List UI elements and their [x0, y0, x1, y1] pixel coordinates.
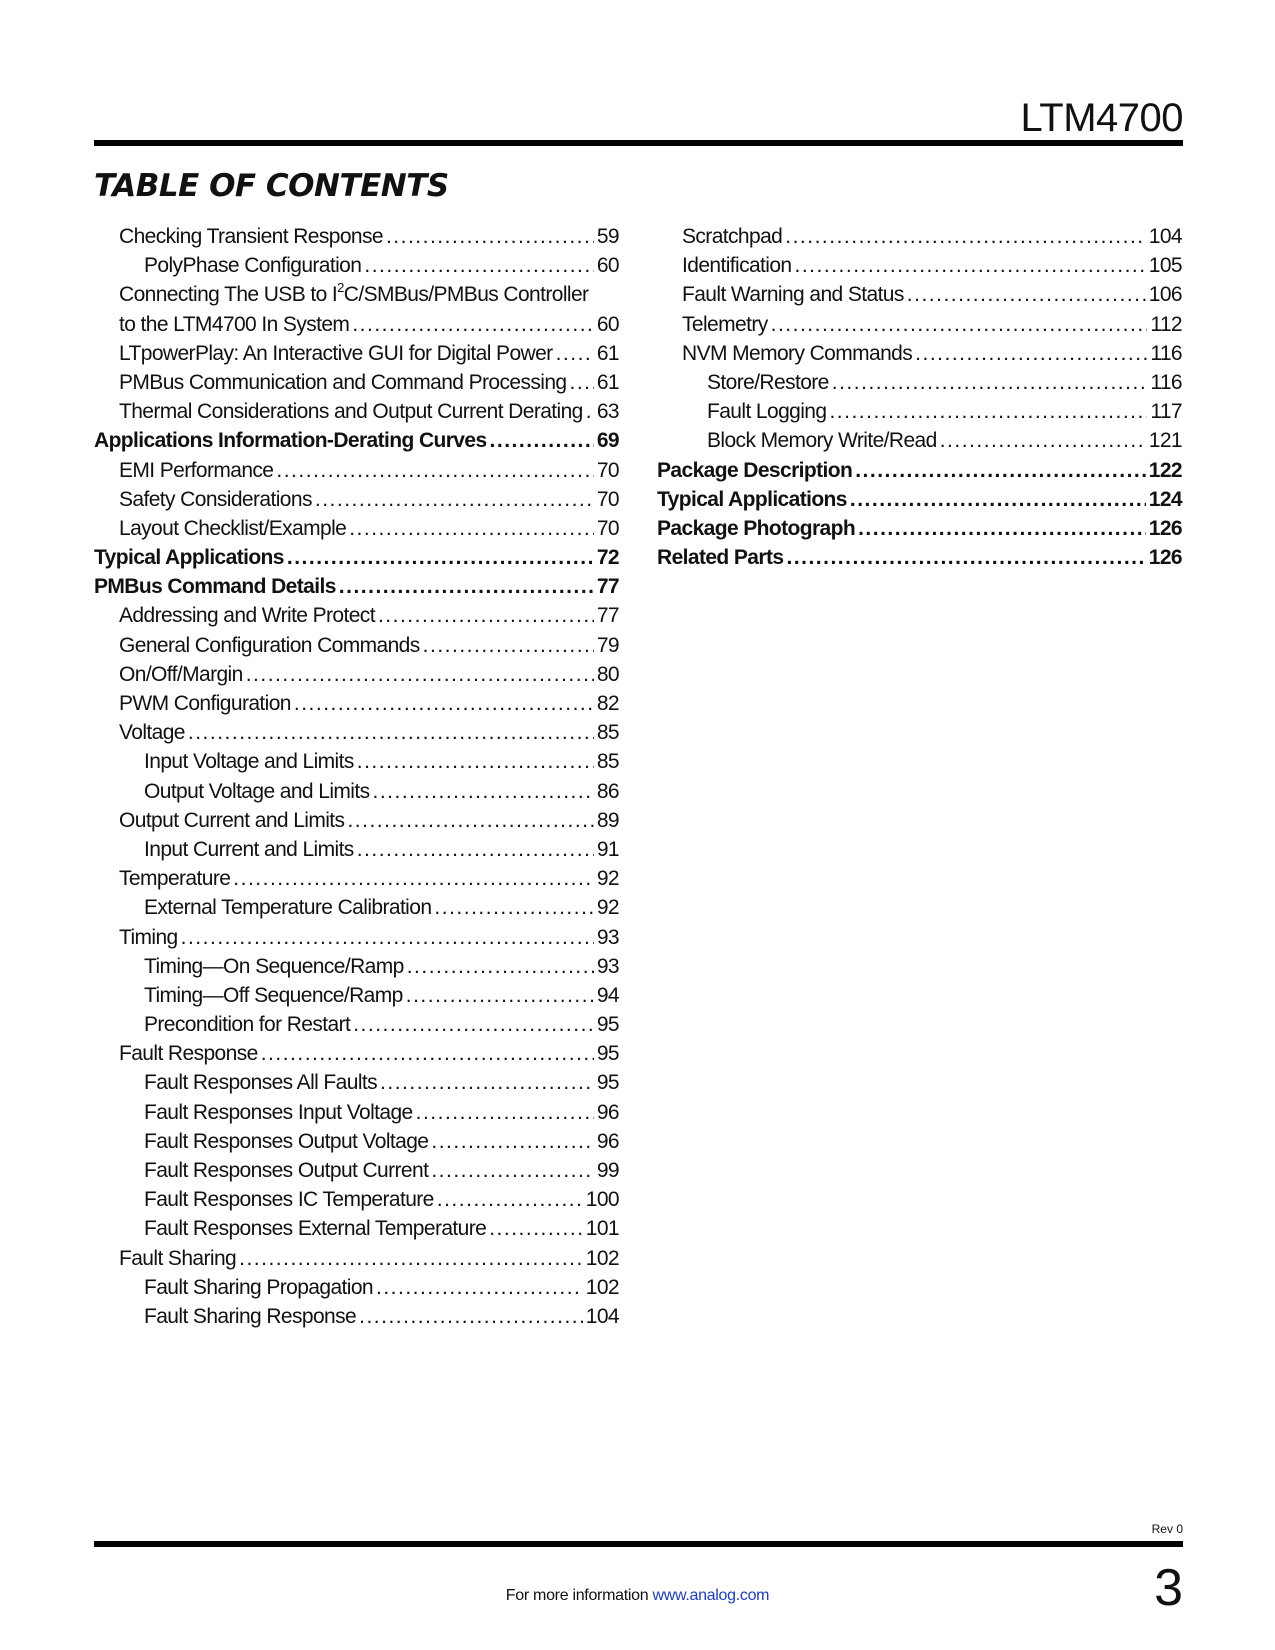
toc-entry[interactable] [94, 456, 619, 485]
toc-entry-page: 82 [596, 692, 619, 715]
toc-section[interactable] [94, 426, 619, 455]
toc-entry[interactable] [657, 339, 1182, 368]
toc-section[interactable] [657, 514, 1182, 543]
toc-entry-label: Fault Responses Output Current [144, 1159, 429, 1182]
toc-section-page: 77 [596, 575, 619, 599]
toc-entry[interactable] [94, 514, 619, 543]
toc-entry-page: 95 [596, 1042, 619, 1066]
toc-section[interactable] [94, 543, 619, 572]
toc-entry[interactable] [94, 1244, 619, 1273]
toc-entry-label: Scratchpad [682, 225, 783, 248]
toc-entry-label: Layout Checklist/Example [119, 516, 347, 540]
toc-section-page: 126 [1148, 516, 1182, 540]
toc-entry-label: PWM Configuration [119, 692, 291, 715]
leader-dots [339, 572, 594, 601]
toc-entry-page: 60 [596, 312, 619, 336]
part-number: LTM4700 [1020, 96, 1183, 140]
leader-dots [434, 893, 593, 922]
top-rule [94, 140, 1183, 146]
toc-entry[interactable] [94, 1273, 619, 1302]
leader-dots [294, 689, 594, 718]
leader-dots [181, 923, 594, 952]
toc-section-label: PMBus Command Details [94, 575, 336, 599]
footer-more-info: For more information [505, 1587, 649, 1604]
toc-entry-label: Precondition for Restart [144, 1013, 351, 1037]
toc-entry[interactable] [94, 222, 619, 251]
leader-dots [357, 747, 594, 776]
toc-entry-label: Input Voltage and Limits [144, 750, 354, 774]
toc-entry[interactable] [657, 222, 1182, 251]
toc-right-column [657, 222, 1182, 572]
toc-entry-label: Fault Responses External Temperature [144, 1217, 487, 1241]
toc-entry-label: Timing [119, 925, 178, 949]
toc-entry-page: 80 [596, 662, 619, 686]
toc-entry-label: Telemetry [682, 312, 768, 336]
toc-entry-label: Fault Logging [707, 400, 827, 424]
toc-entry-label: Timing—Off Sequence/Ramp [144, 983, 403, 1007]
toc-section-label: Package Description [657, 458, 853, 482]
toc-entry-page: 100 [585, 1188, 619, 1212]
toc-section-page: 124 [1148, 487, 1182, 511]
toc-entry-page: 93 [596, 954, 619, 978]
toc-section-label: Applications Information-Derating Curves [94, 429, 487, 453]
toc-entry-page: 101 [585, 1217, 619, 1241]
toc-entry-page: 86 [596, 779, 619, 803]
toc-section-label: Package Photograph [657, 516, 856, 540]
leader-dots [276, 456, 593, 485]
toc-entry-label: External Temperature Calibration [144, 896, 432, 920]
toc-entry-label: Fault Sharing [119, 1246, 237, 1270]
leader-dots [364, 251, 593, 280]
toc-entry-label: Timing—On Sequence/Ramp [144, 954, 404, 978]
toc-entry-label: Output Voltage and Limits [144, 779, 370, 803]
toc-entry-label: Identification [682, 254, 792, 278]
toc-entry-page: 91 [596, 837, 619, 861]
toc-entry-page: 89 [596, 808, 619, 832]
leader-dots [188, 718, 594, 747]
leader-dots [855, 456, 1146, 485]
toc-entry[interactable] [94, 952, 619, 981]
leader-dots [349, 514, 594, 543]
leader-dots [858, 514, 1146, 543]
toc-section-page: 69 [596, 429, 619, 453]
leader-dots [832, 368, 1148, 397]
toc-entry[interactable] [94, 689, 619, 718]
toc-entry-page: 96 [596, 1129, 619, 1153]
toc-entry-page: 70 [596, 458, 619, 482]
toc-entry[interactable] [94, 1214, 619, 1243]
leader-dots [786, 543, 1145, 572]
leader-dots [437, 1185, 583, 1214]
leader-dots [556, 339, 594, 368]
toc-entry-page: 117 [1150, 400, 1182, 424]
toc-entry-page: 105 [1148, 254, 1182, 278]
toc-entry-page: 102 [585, 1246, 619, 1270]
toc-entry-page: 92 [596, 896, 619, 920]
leader-dots [940, 426, 1146, 455]
toc-entry-page: 95 [596, 1013, 619, 1037]
toc-entry-label: Fault Responses All Faults [144, 1071, 378, 1095]
toc-entry-label: Temperature [119, 867, 231, 891]
toc-entry[interactable] [94, 1068, 619, 1097]
toc-section[interactable] [657, 456, 1182, 485]
toc-entry[interactable] [657, 310, 1182, 339]
leader-dots [357, 835, 594, 864]
toc-entry[interactable] [94, 1127, 619, 1156]
leader-dots [347, 806, 593, 835]
toc-entry-label: Fault Warning and Status [682, 283, 904, 307]
toc-entry[interactable] [94, 601, 619, 630]
toc-entry-label: PMBus Communication and Command Processing [119, 370, 567, 394]
toc-entry-page: 96 [596, 1100, 619, 1124]
leader-dots [246, 660, 594, 689]
toc-entry-page: 93 [596, 925, 619, 949]
toc-entry-page: 95 [596, 1071, 619, 1095]
leader-dots [373, 777, 594, 806]
toc-entry-label: Thermal Considerations and Output Current Derating [119, 400, 583, 424]
toc-entry[interactable] [94, 923, 619, 952]
toc-entry-page: 85 [596, 750, 619, 774]
toc-entry-label: Fault Responses IC Temperature [144, 1188, 434, 1212]
leader-dots [490, 426, 594, 455]
toc-section[interactable] [94, 572, 619, 601]
toc-entry-page: 104 [1148, 225, 1182, 248]
toc-entry-label: PolyPhase Configuration [144, 254, 362, 278]
toc-entry-label: Fault Responses Input Voltage [144, 1100, 413, 1124]
toc-entry-label: Input Current and Limits [144, 837, 354, 861]
toc-entry[interactable] [657, 368, 1182, 397]
leader-dots [261, 1039, 594, 1068]
toc-entry-page: 106 [1148, 283, 1182, 307]
leader-dots [586, 397, 594, 426]
toc-entry-page: 61 [596, 370, 619, 394]
toc-entry-page: 104 [585, 1304, 619, 1328]
toc-entry[interactable] [94, 1302, 619, 1331]
toc-entry-label: Fault Sharing Propagation [144, 1275, 373, 1299]
page-title: TABLE OF CONTENTS [94, 168, 449, 204]
leader-dots [353, 1010, 594, 1039]
toc-entry-page: 99 [596, 1159, 619, 1182]
toc-section-label: Related Parts [657, 546, 784, 570]
toc-entry-page: 59 [596, 225, 619, 248]
leader-dots [570, 368, 594, 397]
usb-text-a: Connecting The USB to I [119, 283, 338, 307]
toc-entry-page: 116 [1150, 370, 1182, 394]
leader-dots [239, 1244, 583, 1273]
footer-info [0, 1587, 1275, 1605]
toc-entry-label: Output Current and Limits [119, 808, 345, 832]
toc-entry[interactable] [94, 893, 619, 922]
toc-entry-page: 63 [596, 400, 619, 424]
toc-entry-label: Fault Responses Output Voltage [144, 1129, 429, 1153]
leader-dots [359, 1302, 583, 1331]
toc-entry-page: 102 [585, 1275, 619, 1299]
toc-entry-usb-line1[interactable] [94, 280, 619, 309]
leader-dots [850, 485, 1146, 514]
toc-entry-page: 77 [596, 604, 619, 628]
leader-dots [431, 1156, 594, 1185]
toc-entry[interactable] [94, 1098, 619, 1127]
usb-text-b: C/SMBus/PMBus Controller [343, 283, 589, 307]
toc-entry[interactable] [94, 631, 619, 660]
toc-section[interactable] [657, 485, 1182, 514]
bottom-rule [94, 1541, 1183, 1547]
toc-entry[interactable] [94, 251, 619, 280]
toc-entry[interactable] [94, 339, 619, 368]
toc-entry[interactable] [94, 718, 619, 747]
toc-entry[interactable] [94, 485, 619, 514]
toc-entry-page: 61 [596, 341, 619, 365]
usb-superscript: 2 [337, 280, 344, 296]
toc-left-column [94, 222, 619, 1331]
toc-section-label: Typical Applications [657, 487, 847, 511]
toc-entry-usb-line2[interactable] [94, 310, 619, 339]
toc-entry-label: to the LTM4700 In System [119, 312, 350, 336]
leader-dots [406, 981, 594, 1010]
toc-entry[interactable] [94, 368, 619, 397]
toc-entry[interactable] [94, 1039, 619, 1068]
page-number: 3 [1154, 1559, 1183, 1617]
toc-entry[interactable] [94, 1185, 619, 1214]
leader-dots [771, 310, 1148, 339]
leader-dots [431, 1127, 593, 1156]
leader-dots [407, 952, 594, 981]
toc-entry[interactable] [94, 777, 619, 806]
toc-entry-page: 94 [596, 983, 619, 1007]
toc-entry[interactable] [94, 747, 619, 776]
leader-dots [907, 280, 1146, 309]
toc-entry[interactable] [657, 280, 1182, 309]
toc-entry-label: Voltage [119, 721, 185, 745]
leader-dots [785, 222, 1146, 251]
toc-entry[interactable] [657, 251, 1182, 280]
toc-entry[interactable] [94, 1156, 619, 1185]
toc-entry[interactable] [657, 426, 1182, 455]
toc-entry-page: 112 [1150, 312, 1182, 336]
toc-entry[interactable] [94, 1010, 619, 1039]
toc-entry-page: 70 [596, 516, 619, 540]
leader-dots [489, 1214, 583, 1243]
toc-entry[interactable] [94, 835, 619, 864]
toc-entry-label: Store/Restore [707, 370, 829, 394]
toc-entry-label: Fault Sharing Response [144, 1304, 357, 1328]
toc-entry[interactable] [657, 397, 1182, 426]
leader-dots [386, 222, 594, 251]
toc-entry-label: General Configuration Commands [119, 633, 420, 657]
toc-entry-label: Fault Response [119, 1042, 258, 1066]
toc-entry-page: 79 [596, 633, 619, 657]
toc-entry[interactable] [94, 397, 619, 426]
toc-entry-page: 121 [1148, 429, 1182, 453]
toc-section-page: 72 [596, 546, 619, 570]
toc-entry-label: EMI Performance [119, 458, 274, 482]
leader-dots [795, 251, 1146, 280]
leader-dots [378, 601, 594, 630]
toc-entry-label: Block Memory Write/Read [707, 429, 937, 453]
toc-section-page: 126 [1148, 546, 1182, 570]
leader-dots [915, 339, 1147, 368]
toc-entry-label: On/Off/Margin [119, 662, 243, 686]
toc-entry[interactable] [94, 806, 619, 835]
leader-dots [376, 1273, 583, 1302]
toc-entry[interactable] [94, 660, 619, 689]
toc-entry-label: LTpowerPlay: An Interactive GUI for Digital Power [119, 341, 553, 365]
leader-dots [416, 1098, 594, 1127]
leader-dots [380, 1068, 594, 1097]
leader-dots [315, 485, 594, 514]
footer-link[interactable]: www.analog.com [652, 1587, 770, 1604]
toc-section[interactable] [657, 543, 1182, 572]
toc-entry-page: 85 [596, 721, 619, 745]
toc-entry-page: 60 [596, 254, 619, 278]
toc-entry-label: Addressing and Write Protect [119, 604, 375, 628]
toc-entry[interactable] [94, 864, 619, 893]
leader-dots [423, 631, 594, 660]
toc-entry-label: NVM Memory Commands [682, 341, 913, 365]
toc-entry-label: Safety Considerations [119, 487, 312, 511]
toc-entry-page: 70 [596, 487, 619, 511]
toc-section-page: 122 [1148, 458, 1182, 482]
toc-entry[interactable] [94, 981, 619, 1010]
leader-dots [352, 310, 593, 339]
toc-entry-page: 92 [596, 867, 619, 891]
revision-label: Rev 0 [1151, 1522, 1183, 1536]
leader-dots [233, 864, 594, 893]
toc-section-label: Typical Applications [94, 546, 284, 570]
leader-dots [829, 397, 1147, 426]
leader-dots [287, 543, 594, 572]
toc-entry-page: 116 [1150, 341, 1182, 365]
toc-entry-label: Checking Transient Response [119, 225, 383, 248]
